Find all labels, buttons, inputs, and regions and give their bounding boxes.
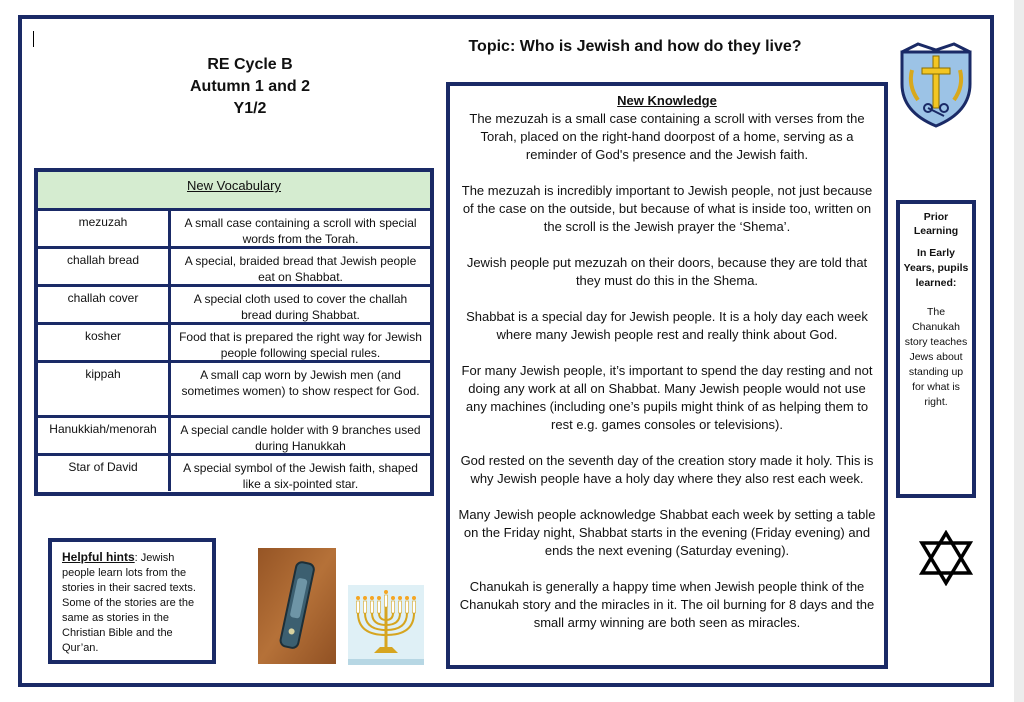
school-crest-icon [898, 42, 974, 130]
menorah-image [348, 585, 424, 665]
knowledge-paragraph: Many Jewish people acknowledge Shabbat each week by setting a table on the Friday night, Shabbat starts in the evening (Friday evening) and ends the next evening (Saturday evening). [458, 507, 876, 558]
vocab-term: kosher [38, 325, 171, 360]
vocab-definition: Food that is prepared the right way for Jewish people following special rules. [179, 330, 422, 360]
vocab-row [38, 325, 430, 363]
prior-subtitle: In Early Years, pupils learned: [903, 247, 969, 289]
vocabulary-table [34, 168, 434, 496]
knowledge-paragraph: Chanukah is generally a happy time when Jewish people think of the Chanukah story and the miracles in it. The oil burning for 8 days and the small army winning are both seen as miracles. [459, 579, 875, 630]
vocab-row [38, 287, 430, 325]
hints-label: Helpful hints [62, 550, 135, 564]
heading-line1: RE Cycle B [207, 56, 293, 73]
vocab-definition: A special symbol of the Jewish faith, shaped like a six-pointed star. [183, 461, 418, 491]
text-cursor [33, 31, 34, 47]
vocab-term: Star of David [38, 456, 171, 491]
vocab-term: kippah [38, 363, 171, 415]
prior-learning-box [896, 200, 976, 498]
prior-body: The Chanukah story teaches Jews about standing up for what is right. [904, 306, 968, 408]
mezuzah-photo [258, 548, 336, 664]
vocab-definition: A small case containing a scroll with special words from the Torah. [184, 216, 417, 246]
vocab-row [38, 363, 430, 418]
knowledge-paragraph: Shabbat is a special day for Jewish people. It is a holy day each week where many Jewish people rest and really think about God. [466, 309, 868, 342]
heading-line2: Autumn 1 and 2 [189, 78, 310, 95]
vocab-definition: A special candle holder with 9 branches used during Hanukkah [180, 423, 421, 453]
vocab-definition: A special, braided bread that Jewish people eat on Shabbat. [184, 254, 417, 284]
vocabulary-title: New Vocabulary [38, 172, 430, 211]
knowledge-paragraph: God rested on the seventh day of the creation story made it holy. This is why Jewish people have a holy day where they also rest each week. [460, 453, 874, 486]
hints-text: : Jewish people learn lots from the stories in their sacred texts. Some of the stories are the same as stories in the Christian Bible and the Qur’an. [62, 552, 196, 654]
star-of-david-icon [918, 530, 974, 586]
vocab-term: challah cover [38, 287, 171, 322]
prior-title: Prior Learning [913, 211, 959, 237]
heading-line3: Y1/2 [233, 100, 267, 117]
knowledge-paragraph: The mezuzah is incredibly important to Jewish people, not just because of the case on the outside, but because of what is inside too, written on the scroll is the Jewish prayer the ‘Shema’. [461, 183, 873, 234]
vocab-row [38, 249, 430, 287]
vocab-row [38, 211, 430, 249]
vocab-term: Hanukkiah/menorah [38, 418, 171, 453]
topic-title: Topic: Who is Jewish and how do they live? [468, 38, 802, 55]
knowledge-title: New Knowledge [617, 93, 717, 108]
vocab-definition: A special cloth used to cover the challah bread during Shabbat. [193, 292, 408, 322]
knowledge-paragraph: The mezuzah is a small case containing a scroll with verses from the Torah, placed on the right-hand doorpost of a home, serving as a reminder of God's presence and the Jewish faith. [469, 111, 865, 162]
knowledge-paragraph: Jewish people put mezuzah on their doors, because they are told that they must do this in the Shema. [466, 255, 868, 288]
vocab-definition: A small cap worn by Jewish men (and sometimes women) to show respect for God. [181, 368, 420, 398]
vocab-term: mezuzah [38, 211, 171, 246]
new-knowledge-box [446, 82, 888, 669]
vocab-row [38, 418, 430, 456]
vocab-term: challah bread [38, 249, 171, 284]
knowledge-paragraph: For many Jewish people, it’s important to spend the day resting and not doing any work at all on Shabbat. Many Jewish people would not use any machines (including one’s pupils might think of as helping them to rest e.g. games consoles or televisions). [461, 363, 873, 432]
helpful-hints-box [48, 538, 216, 664]
vocab-row [38, 456, 430, 491]
